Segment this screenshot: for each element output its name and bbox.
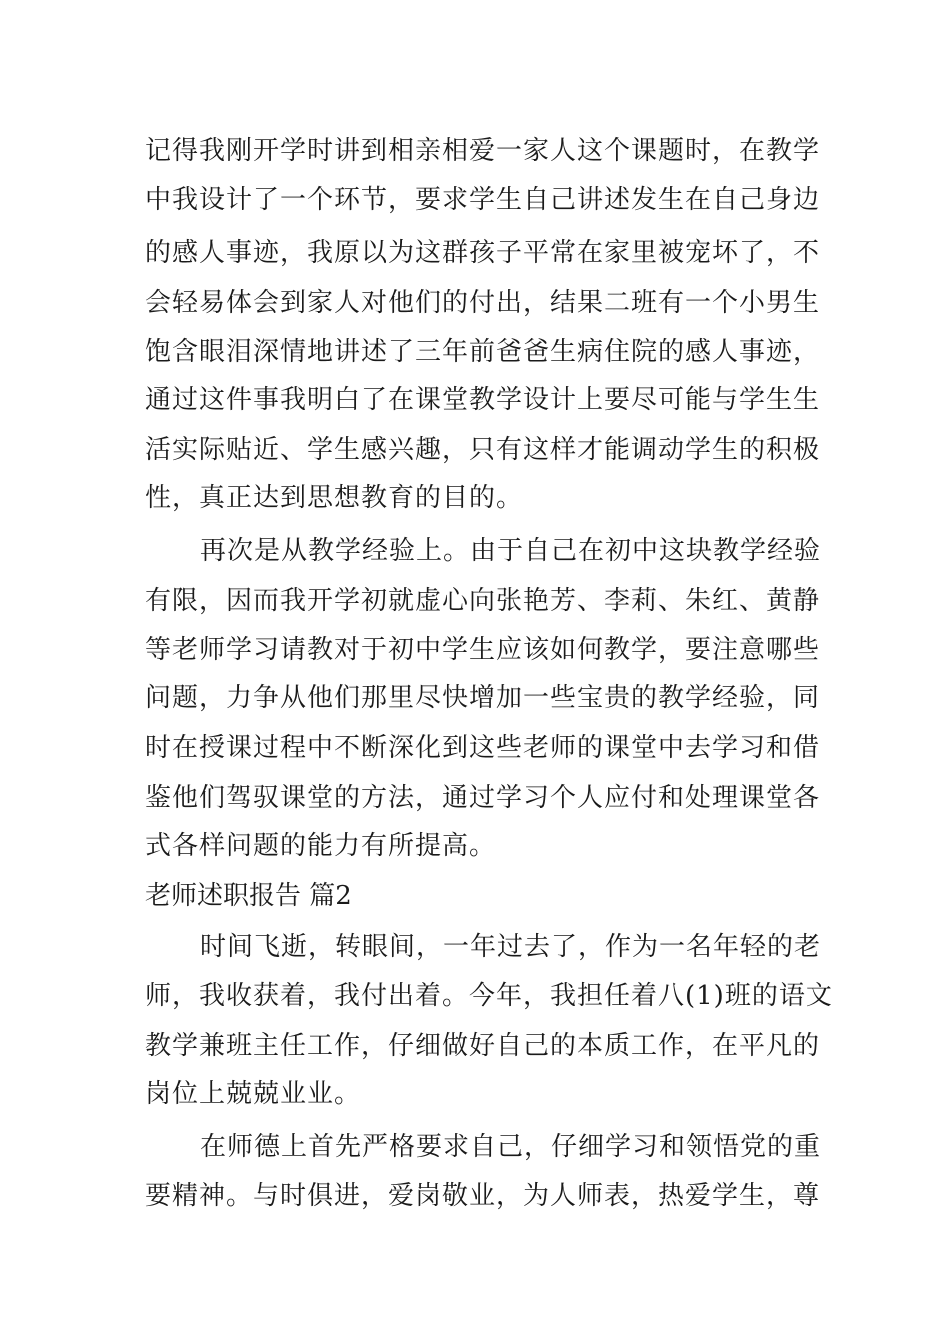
section-paragraph-2-line-1: 在师德上首先严格要求自己，仔细学习和领悟党的重 — [200, 1132, 822, 1162]
paragraph-1-line-3: 的感人事迹，我原以为这群孩子平常在家里被宠坏了，不 — [145, 238, 821, 268]
paragraph-2-line-6: 鉴他们驾驭课堂的方法，通过学习个人应付和处理课堂各 — [145, 783, 821, 813]
paragraph-1-line-4: 会轻易体会到家人对他们的付出，结果二班有一个小男生 — [145, 288, 821, 318]
section-paragraph-1-line-2: 师，我收获着，我付出着。今年，我担任着八(1)班的语文 — [145, 981, 833, 1011]
paragraph-2-line-3: 等老师学习请教对于初中学生应该如何教学，要注意哪些 — [145, 635, 821, 665]
section-paragraph-1-line-3: 教学兼班主任工作，仔细做好自己的本质工作，在平凡的 — [145, 1031, 821, 1061]
section-paragraph-2-line-2: 要精神。与时俱进，爱岗敬业，为人师表，热爱学生，尊 — [145, 1181, 821, 1211]
section-heading: 老师述职报告 篇2 — [145, 881, 352, 911]
section-paragraph-1-line-1: 时间飞逝，转眼间，一年过去了，作为一名年轻的老 — [200, 932, 822, 962]
paragraph-1-line-6: 通过这件事我明白了在课堂教学设计上要尽可能与学生生 — [145, 385, 821, 415]
paragraph-1-line-2: 中我设计了一个环节，要求学生自己讲述发生在自己身边 — [145, 185, 821, 215]
section-paragraph-1-line-4: 岗位上兢兢业业。 — [145, 1079, 362, 1109]
paragraph-2-line-2: 有限，因而我开学初就虚心向张艳芳、李莉、朱红、黄静 — [145, 586, 821, 616]
paragraph-2-line-5: 时在授课过程中不断深化到这些老师的课堂中去学习和借 — [145, 733, 821, 763]
paragraph-1-line-8: 性，真正达到思想教育的目的。 — [145, 483, 524, 513]
paragraph-1-line-1: 记得我刚开学时讲到相亲相爱一家人这个课题时，在教学 — [145, 136, 821, 166]
paragraph-1-line-5: 饱含眼泪深情地讲述了三年前爸爸生病住院的感人事迹， — [145, 337, 821, 367]
paragraph-1-line-7: 活实际贴近、学生感兴趣，只有这样才能调动学生的积极 — [145, 435, 821, 465]
paragraph-2-line-4: 问题，力争从他们那里尽快增加一些宝贵的教学经验，同 — [145, 683, 821, 713]
paragraph-2-line-7: 式各样问题的能力有所提高。 — [145, 831, 497, 861]
paragraph-2-line-1: 再次是从教学经验上。由于自己在初中这块教学经验 — [200, 536, 822, 566]
